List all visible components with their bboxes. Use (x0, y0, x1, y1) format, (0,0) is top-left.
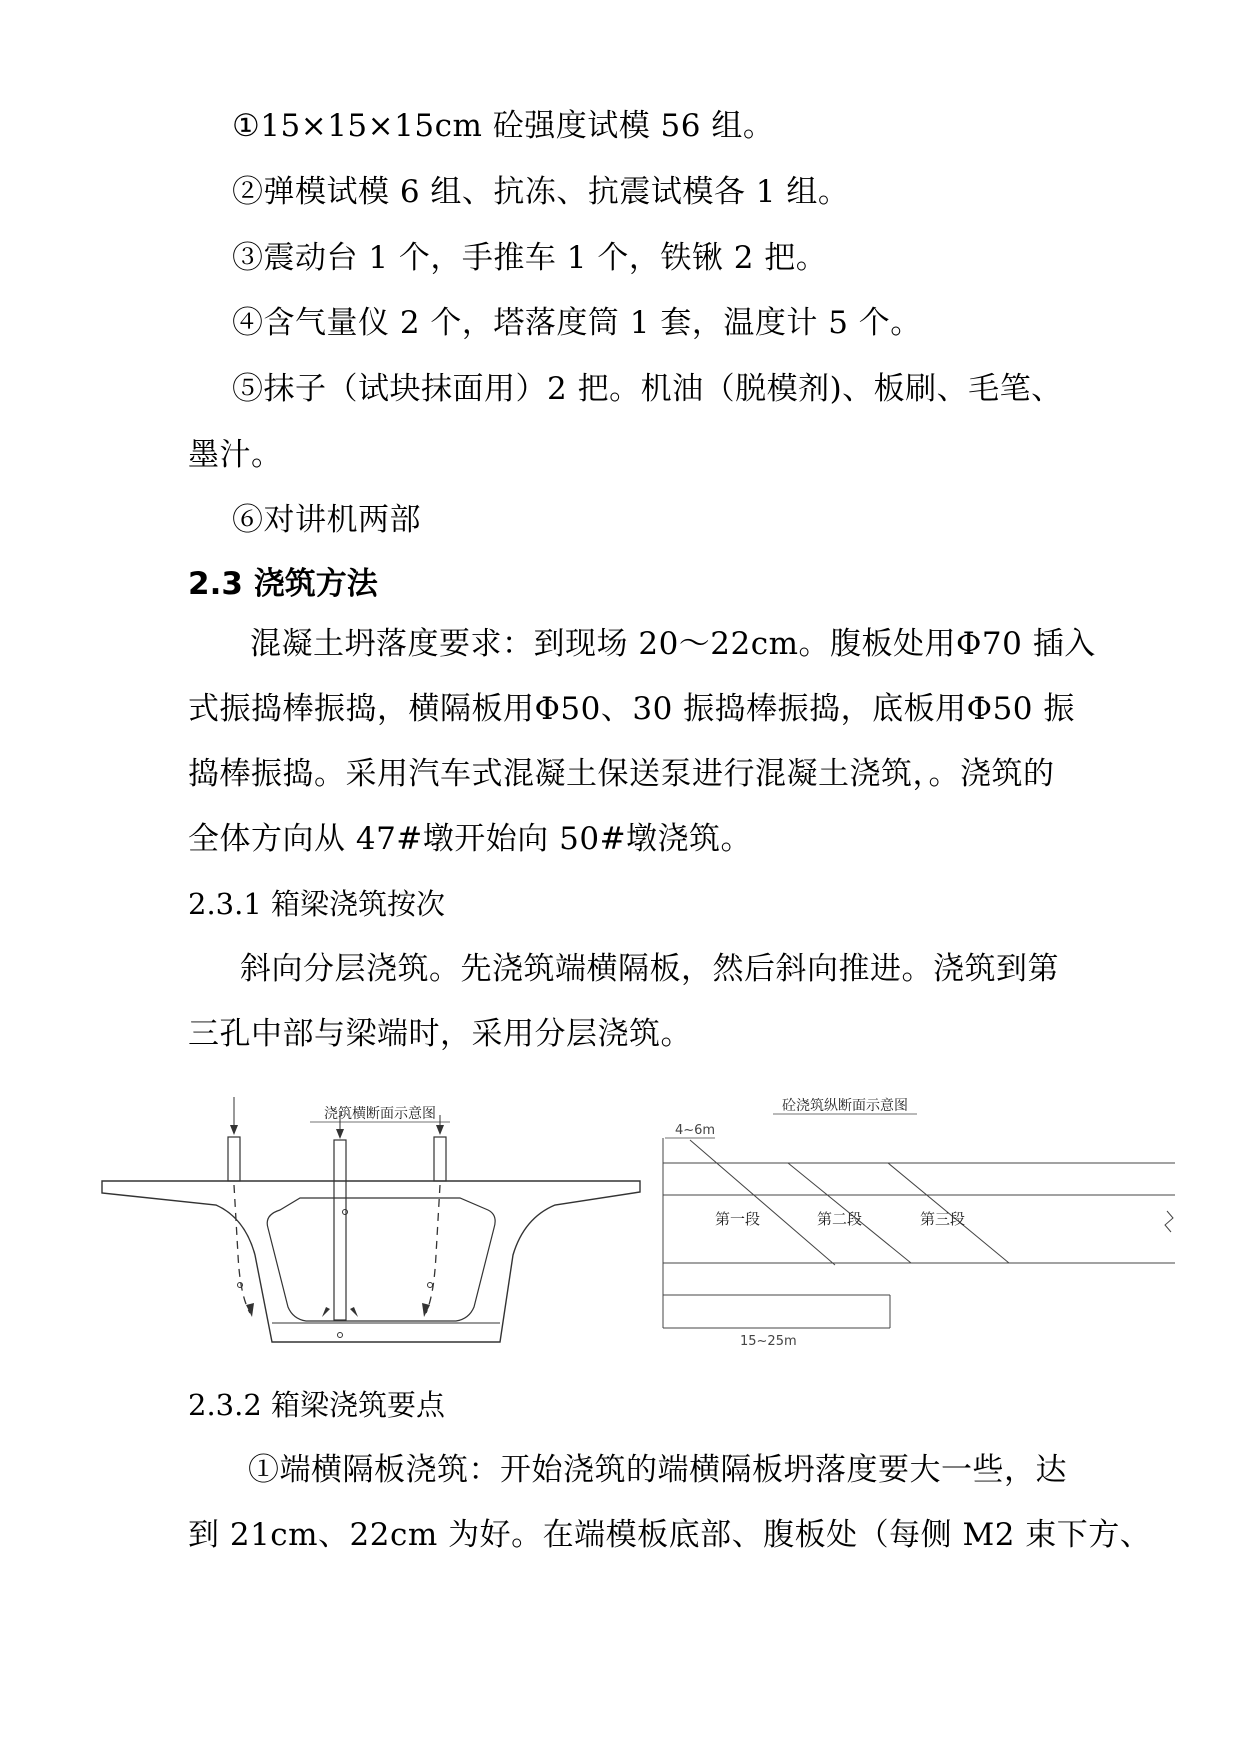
para1-line-4: 全体方向从 47#墩开始向 50#墩浇筑。 (188, 821, 753, 857)
list-item-6: ⑥对讲机两部 (232, 502, 421, 538)
subsection-heading-2: 2.3.2 箱梁浇筑要点 (188, 1388, 446, 1422)
para2-line-2: 三孔中部与梁端时，采用分层浇筑。 (188, 1016, 692, 1052)
para1-line-3: 捣棒振捣。采用汽车式混凝土保送泵进行混凝土浇筑，。浇筑的 (188, 756, 1055, 792)
list-item-5: ⑤抹子（试块抹面用）2 把。机油（脱模剂)、板刷、毛笔、 (232, 371, 1063, 407)
cross-section-title: 浇筑横断面示意图 (324, 1106, 436, 1122)
longitudinal-section-title: 砼浇筑纵断面示意图 (782, 1098, 908, 1114)
segment-label-1: 第一段 (715, 1210, 761, 1228)
dimension-top: 4~6m (675, 1123, 716, 1138)
section-heading: 2.3 浇筑方法 (188, 566, 378, 602)
cross-section-figure (100, 1095, 660, 1355)
list-item-5-cont: 墨汁。 (188, 437, 283, 473)
longitudinal-section-figure (655, 1095, 1175, 1355)
para2-line-1: 斜向分层浇筑。先浇筑端横隔板，然后斜向推进。浇筑到第 (240, 951, 1059, 987)
para3-line-2: 到 21cm、22cm 为好。在端模板底部、腹板处（每侧 M2 束下方、 (188, 1517, 1152, 1553)
list-item-2: ②弹模试模 6 组、抗冻、抗震试模各 1 组。 (232, 174, 850, 210)
list-item-3: ③震动台 1 个，手推车 1 个，铁锹 2 把。 (232, 240, 828, 276)
list-item-4: ④含气量仪 2 个，塔落度筒 1 套，温度计 5 个。 (232, 305, 922, 341)
segment-label-2: 第二段 (817, 1210, 863, 1228)
subsection-heading-1: 2.3.1 箱梁浇筑按次 (188, 887, 446, 921)
para1-line-2: 式振捣棒振捣，横隔板用Φ50、30 振捣棒振捣，底板用Φ50 振 (188, 691, 1075, 727)
segment-label-3: 第三段 (920, 1210, 966, 1228)
para3-line-1: ①端横隔板浇筑：开始浇筑的端横隔板坍落度要大一些，达 (248, 1452, 1067, 1488)
dimension-bottom: 15~25m (740, 1334, 797, 1349)
list-item-1: ①15×15×15cm 砼强度试模 56 组。 (232, 108, 775, 144)
para1-line-1: 混凝土坍落度要求：到现场 20～22cm。腹板处用Φ70 插入 (250, 626, 1096, 662)
